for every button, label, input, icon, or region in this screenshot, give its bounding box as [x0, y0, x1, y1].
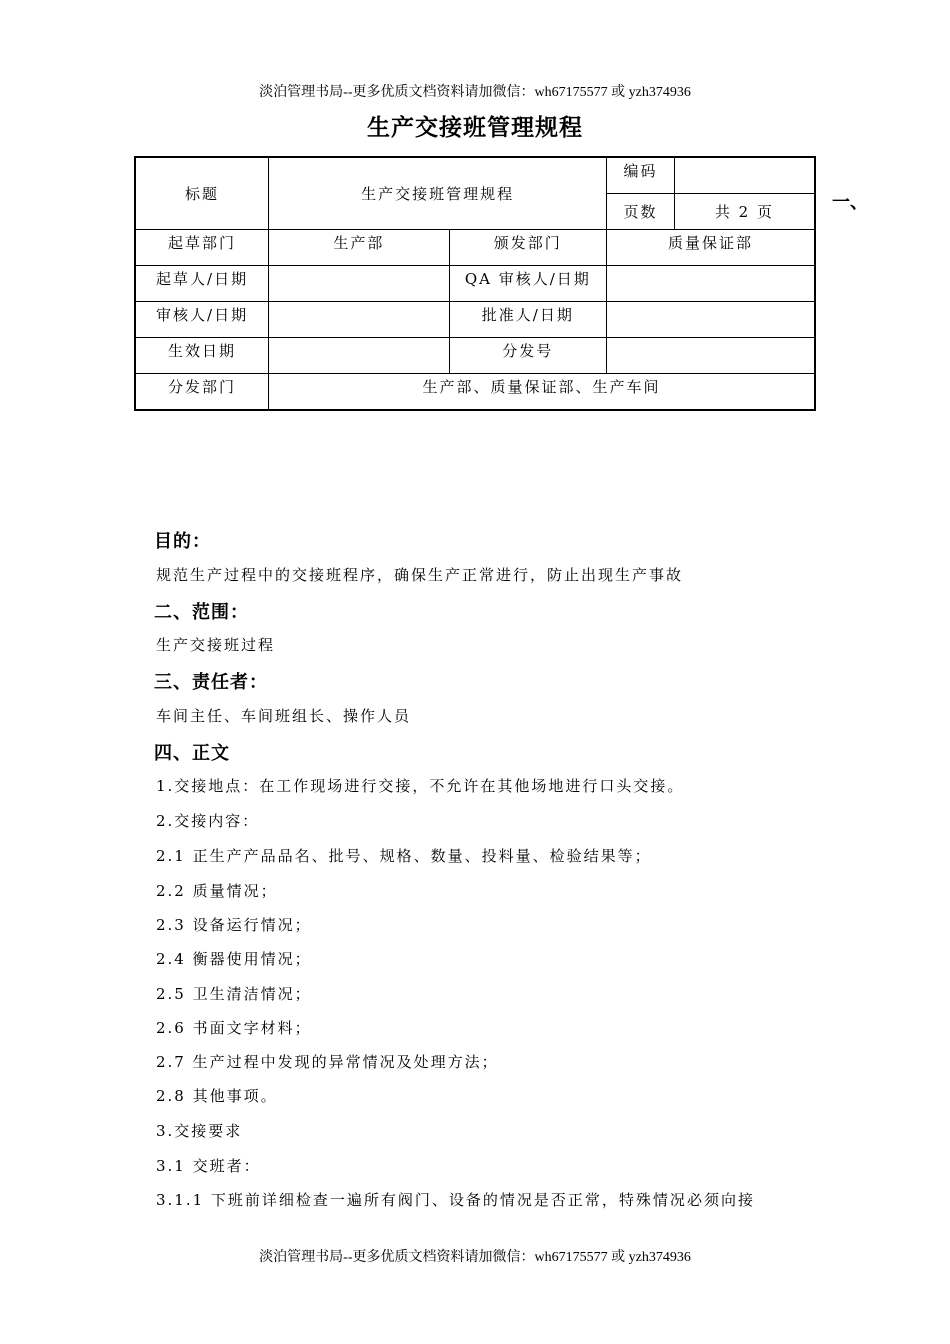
- body-line: 2.7 生产过程中发现的异常情况及处理方法；: [156, 1053, 499, 1071]
- body-line: 2.交接内容：: [156, 812, 260, 830]
- title-value-cell: 生产交接班管理规程: [269, 157, 607, 229]
- body-line: 1.交接地点：在工作现场进行交接，不允许在其他场地进行口头交接。: [156, 777, 685, 795]
- body-line: 2.5 卫生清洁情况；: [156, 985, 312, 1003]
- document-info-table: [134, 156, 816, 411]
- responsibility-heading: 三、责任者：: [154, 672, 268, 693]
- distribution-dept-label-cell: 分发部门: [135, 374, 269, 410]
- page-footer-note: 淡泊管理书局--更多优质文档资料请加微信：wh67175577 或 yzh374936: [259, 1250, 691, 1265]
- body-line: 3.1.1 下班前详细检查一遍所有阀门、设备的情况是否正常，特殊情况必须向接: [156, 1191, 755, 1209]
- distribution-no-value-cell: [607, 338, 815, 374]
- pages-value-cell: 共 2 页: [674, 193, 815, 229]
- drafter-value-cell: [269, 265, 449, 301]
- purpose-heading: 目的：: [154, 531, 211, 552]
- purpose-text: 规范生产过程中的交接班程序，确保生产正常进行，防止出现生产事故: [156, 566, 684, 584]
- pages-label-cell: 页数: [607, 193, 675, 229]
- distribution-no-label-cell: 分发号: [449, 338, 607, 374]
- approver-value-cell: [607, 302, 815, 338]
- body-heading: 四、正文: [154, 743, 230, 764]
- draft-dept-label-cell: 起草部门: [135, 229, 269, 265]
- approver-label-cell: 批准人/日期: [449, 302, 607, 338]
- title-label-cell: 标题: [135, 157, 269, 229]
- page-header-note: 淡泊管理书局--更多优质文档资料请加微信：wh67175577 或 yzh374936: [259, 85, 691, 100]
- effective-date-value-cell: [269, 338, 449, 374]
- issue-dept-value-cell: 质量保证部: [607, 229, 815, 265]
- reviewer-label-cell: 审核人/日期: [135, 302, 269, 338]
- body-line: 2.3 设备运行情况；: [156, 916, 312, 934]
- code-value-cell: [674, 157, 815, 193]
- code-label-cell: 编码: [607, 157, 675, 193]
- drafter-label-cell: 起草人/日期: [135, 265, 269, 301]
- distribution-dept-value-cell: 生产部、质量保证部、生产车间: [269, 374, 815, 410]
- body-line: 2.2 质量情况；: [156, 882, 278, 900]
- document-title: 生产交接班管理规程: [367, 114, 583, 141]
- body-line: 3.交接要求: [156, 1122, 243, 1140]
- responsibility-text: 车间主任、车间班组长、操作人员: [156, 707, 412, 725]
- body-line: 2.1 正生产产品品名、批号、规格、数量、投料量、检验结果等；: [156, 847, 652, 865]
- body-line: 2.8 其他事项。: [156, 1087, 278, 1105]
- draft-dept-value-cell: 生产部: [269, 229, 449, 265]
- qa-reviewer-label-cell: QA 审核人/日期: [449, 265, 607, 301]
- body-line: 2.4 衡器使用情况；: [156, 950, 312, 968]
- qa-reviewer-value-cell: [607, 265, 815, 301]
- reviewer-value-cell: [269, 302, 449, 338]
- effective-date-label-cell: 生效日期: [135, 338, 269, 374]
- section-number-mark: 一、: [832, 192, 868, 213]
- scope-heading: 二、范围：: [154, 602, 249, 623]
- scope-text: 生产交接班过程: [156, 636, 276, 654]
- issue-dept-label-cell: 颁发部门: [449, 229, 607, 265]
- body-line: 3.1 交班者：: [156, 1157, 261, 1175]
- body-line: 2.6 书面文字材料；: [156, 1019, 312, 1037]
